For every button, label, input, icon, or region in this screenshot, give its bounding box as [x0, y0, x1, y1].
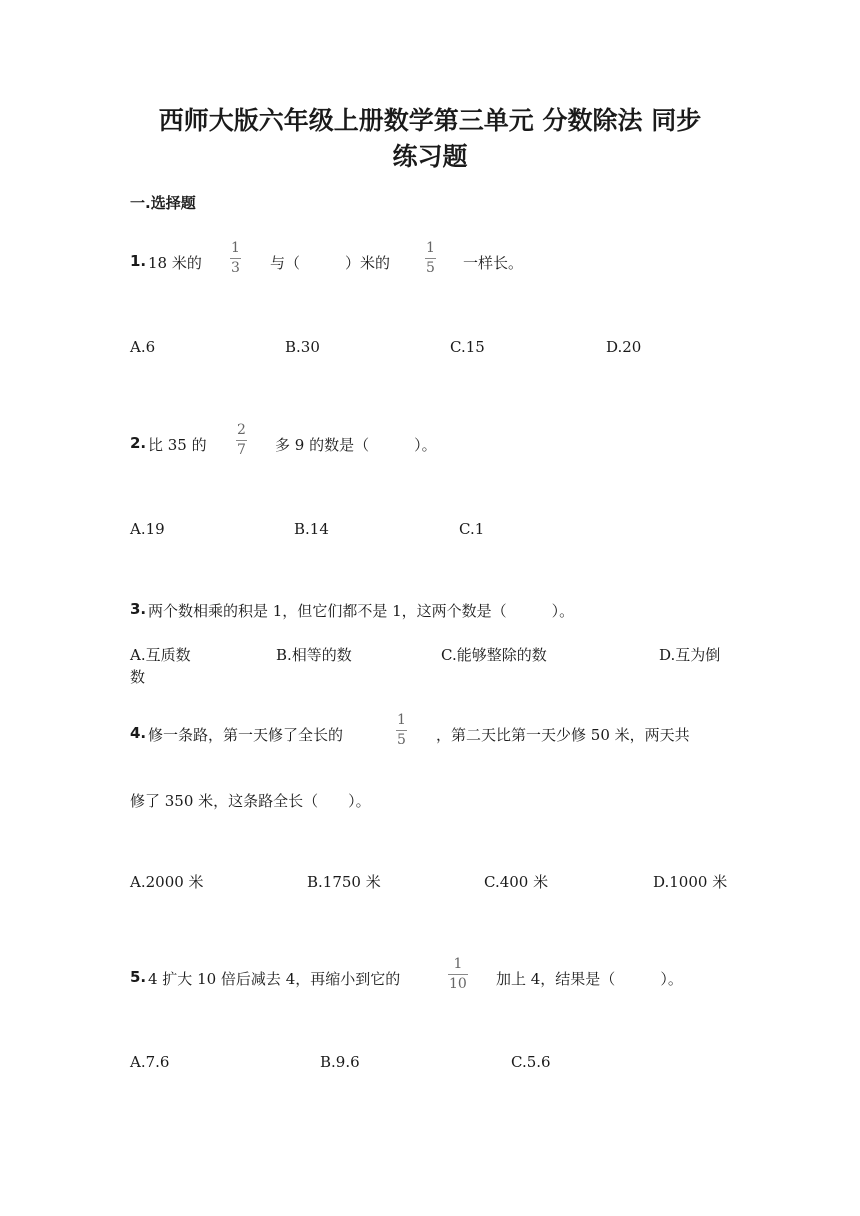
option-d[interactable]: D.20	[606, 338, 642, 356]
page-title-line-2: 练习题	[392, 142, 468, 171]
question-1	[130, 240, 770, 292]
fraction-numerator: 1	[397, 712, 406, 728]
fraction-numerator: 1	[426, 240, 435, 256]
fraction-denominator: 10	[449, 976, 467, 992]
question-text: 一样长。	[463, 254, 524, 272]
fraction	[396, 712, 407, 749]
question-text: 两个数相乘的积是 1，但它们都不是 1，这两个数是（ ）。	[148, 602, 575, 620]
page-title-line-1: 西师大版六年级上册数学第三单元 分数除法 同步	[158, 106, 702, 135]
option-c[interactable]: C.1	[459, 520, 485, 538]
fraction-denominator: 5	[397, 732, 406, 748]
fraction	[236, 422, 247, 459]
option-b[interactable]: B.相等的数	[276, 646, 352, 664]
option-b[interactable]: B.14	[294, 520, 329, 538]
option-d[interactable]: D.1000 米	[653, 873, 728, 891]
fraction-bar	[230, 258, 241, 259]
question-text-line-2: 修了 350 米，这条路全长（ ）。	[130, 792, 371, 810]
question-3	[130, 600, 770, 640]
option-c[interactable]: C.400 米	[484, 873, 549, 891]
option-b[interactable]: B.9.6	[320, 1053, 360, 1071]
question-number: 4.	[130, 724, 147, 742]
question-2	[130, 422, 770, 474]
option-d[interactable]: D.互为倒	[659, 646, 721, 664]
question-text: 修一条路，第一天修了全长的	[148, 726, 344, 744]
question-text: ，第二天比第一天少修 50 米，两天共	[436, 726, 690, 744]
fraction-denominator: 7	[237, 442, 246, 458]
option-d-wrap: 数	[130, 668, 146, 686]
fraction-denominator: 3	[231, 260, 240, 276]
fraction-denominator: 5	[426, 260, 435, 276]
question-number: 1.	[130, 252, 147, 270]
question-number: 2.	[130, 434, 147, 452]
option-c[interactable]: C.能够整除的数	[441, 646, 547, 664]
option-a[interactable]: A.2000 米	[130, 873, 204, 891]
option-c[interactable]: C.15	[450, 338, 485, 356]
question-text: 与（ ）米的	[270, 254, 391, 272]
option-c[interactable]: C.5.6	[511, 1053, 551, 1071]
question-4	[130, 712, 770, 764]
question-5	[130, 956, 770, 1008]
section-heading: 一.选择题	[130, 194, 196, 212]
fraction-numerator: 2	[237, 422, 246, 438]
question-number: 5.	[130, 968, 147, 986]
option-a[interactable]: A.7.6	[130, 1053, 170, 1071]
fraction-bar	[236, 440, 247, 441]
fraction-bar	[448, 974, 468, 975]
question-text: 4 扩大 10 倍后减去 4，再缩小到它的	[148, 970, 401, 988]
fraction-bar	[396, 730, 407, 731]
question-number: 3.	[130, 600, 147, 618]
fraction	[230, 240, 241, 277]
option-a[interactable]: A.6	[130, 338, 156, 356]
fraction	[425, 240, 436, 277]
fraction-numerator: 1	[231, 240, 240, 256]
option-a[interactable]: A.19	[130, 520, 165, 538]
question-text: 多 9 的数是（ ）。	[275, 436, 437, 454]
option-b[interactable]: B.30	[285, 338, 320, 356]
question-text: 18 米的	[148, 254, 202, 272]
option-a[interactable]: A.互质数	[130, 646, 191, 664]
fraction-numerator: 1	[453, 956, 463, 972]
fraction-bar	[425, 258, 436, 259]
question-text: 比 35 的	[148, 436, 207, 454]
question-text: 加上 4，结果是（ ）。	[496, 970, 683, 988]
option-b[interactable]: B.1750 米	[307, 873, 381, 891]
fraction	[448, 956, 468, 993]
